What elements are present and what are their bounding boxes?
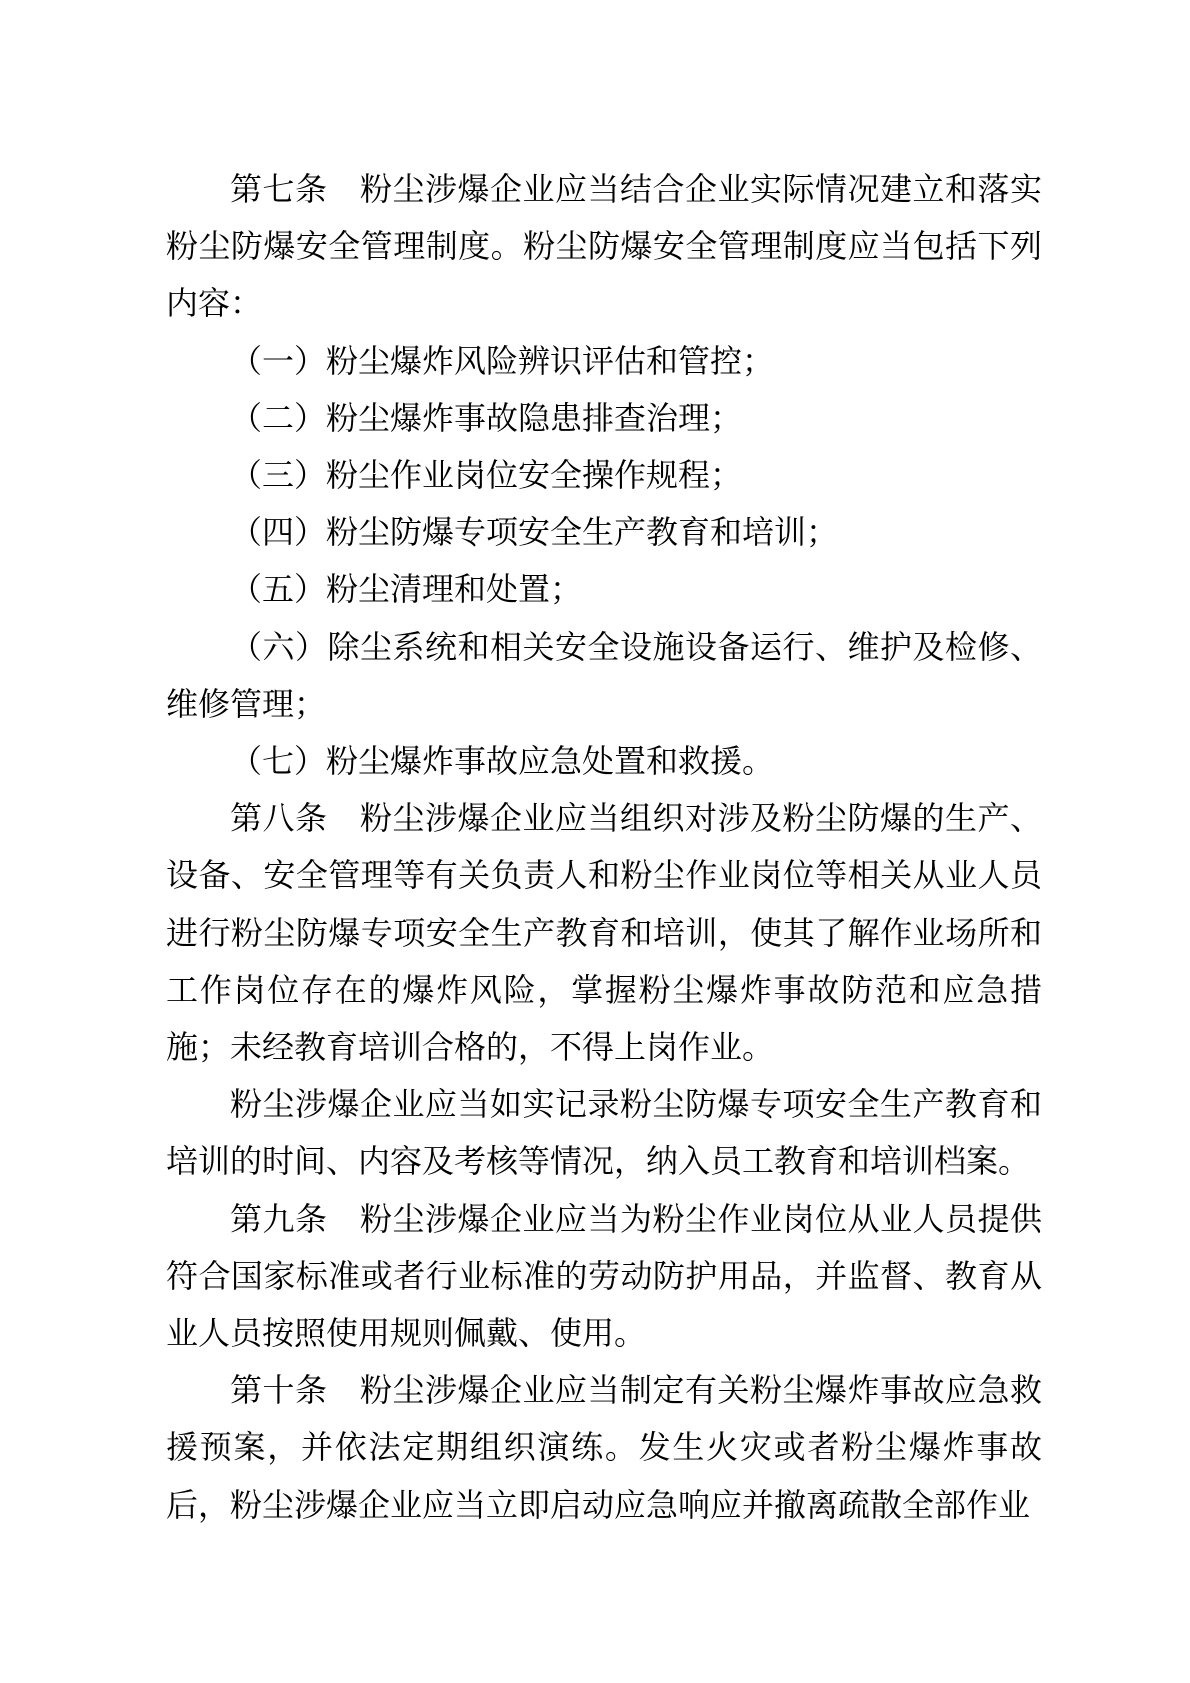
article-7-item-7: （七）粉尘爆炸事故应急处置和救援。 (230, 743, 775, 780)
article-7-item-3: （三）粉尘作业岗位安全操作规程； (230, 457, 743, 494)
article-7-item-6: （六）除尘系统和相关安全设施设备运行、维护及检修、维修管理； (166, 628, 1042, 722)
article-9-paragraph: 第九条 粉尘涉爆企业应当为粉尘作业岗位从业人员提供符合国家标准或者行业标准的劳动防护用品，并监督、教育从业人员按照使用规则佩戴、使用。 (166, 1200, 1042, 1352)
article-7-item-1: （一）粉尘爆炸风险辨识评估和管控； (230, 342, 775, 379)
article-7-item-4: （四）粉尘防爆专项安全生产教育和培训； (230, 514, 839, 551)
article-7-paragraph: 第七条 粉尘涉爆企业应当结合企业实际情况建立和落实粉尘防爆安全管理制度。粉尘防爆安全管理制度应当包括下列内容： (166, 171, 1042, 322)
article-7-item-5: （五）粉尘清理和处置； (230, 571, 583, 608)
article-8-paragraph-2: 粉尘涉爆企业应当如实记录粉尘防爆专项安全生产教育和培训的时间、内容及考核等情况，纳入员工教育和培训档案。 (166, 1086, 1042, 1180)
article-8-paragraph-1: 第八条 粉尘涉爆企业应当组织对涉及粉尘防爆的生产、设备、安全管理等有关负责人和粉尘作业岗位等相关从业人员进行粉尘防爆专项安全生产教育和培训，使其了解作业场所和工作岗位存在的爆炸风险，掌握粉尘爆炸事故防范和应急措施；未经教育培训合格的，不得上岗作业。 (166, 800, 1042, 1066)
document-body (166, 161, 1042, 1534)
article-10-paragraph: 第十条 粉尘涉爆企业应当制定有关粉尘爆炸事故应急救援预案，并依法定期组织演练。发生火灾或者粉尘爆炸事故后，粉尘涉爆企业应当立即启动应急响应并撤离疏散全部作业 (166, 1372, 1042, 1523)
article-7-item-2: （二）粉尘爆炸事故隐患排查治理； (230, 399, 743, 436)
